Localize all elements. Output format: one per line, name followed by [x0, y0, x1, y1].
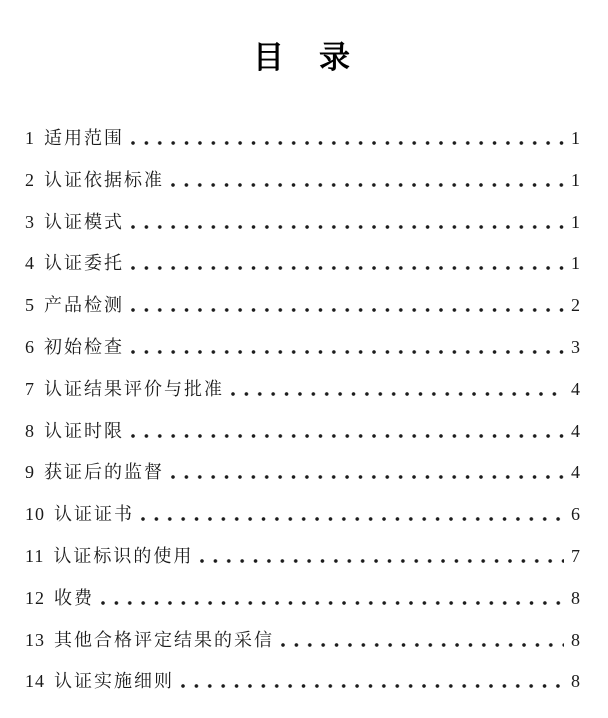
toc-entry[interactable] — [25, 116, 580, 158]
page-title: 目 录 — [253, 40, 352, 75]
dot-leader — [131, 141, 564, 145]
toc-entry-number: 14 — [25, 671, 45, 692]
dot-leader — [181, 684, 564, 688]
toc-entry-page: 1 — [571, 253, 580, 274]
toc-entry-text: 适用范围 — [44, 128, 124, 148]
toc-entry[interactable] — [25, 450, 580, 492]
dot-leader — [141, 517, 564, 521]
toc-entry-text: 认证模式 — [44, 211, 124, 232]
toc-entry[interactable] — [25, 241, 580, 283]
dot-leader — [281, 643, 564, 647]
toc-entry-text: 认证委托 — [44, 253, 124, 274]
toc-entry-page: 8 — [571, 629, 580, 650]
toc-entry[interactable] — [25, 409, 580, 451]
toc-entry-number: 13 — [25, 629, 45, 650]
toc-entry-number: 11 — [25, 545, 45, 566]
toc-entry-page: 2 — [571, 295, 580, 316]
toc-entry-page: 8 — [571, 671, 580, 692]
toc-entry[interactable] — [25, 576, 580, 618]
toc-entry-text: 其他合格评定结果的采信 — [54, 629, 274, 650]
toc-entry-text: 认证依据标准 — [44, 169, 164, 190]
toc-entry-page: 4 — [571, 420, 580, 441]
toc-entry-page: 1 — [571, 211, 580, 232]
toc-entry-text: 获证后的监督 — [44, 462, 164, 483]
toc-entry-page: 6 — [571, 504, 580, 525]
toc-entry[interactable] — [25, 367, 580, 409]
toc-entry-number: 4 — [25, 253, 35, 274]
dot-leader — [200, 559, 564, 563]
dot-leader — [131, 308, 564, 312]
dot-leader — [101, 601, 564, 605]
toc-entry[interactable] — [25, 158, 580, 200]
toc-entry[interactable] — [25, 492, 580, 534]
toc-entry-page: 1 — [571, 128, 580, 148]
toc-entry-page: 1 — [571, 169, 580, 190]
dot-leader — [231, 392, 564, 396]
toc-entry-text: 认证结果评价与批准 — [44, 378, 224, 399]
toc-entry-text: 产品检测 — [44, 295, 124, 316]
toc-entry[interactable] — [25, 659, 580, 701]
toc-entry-number: 6 — [25, 336, 35, 357]
toc-entry[interactable] — [25, 618, 580, 660]
toc-entry-number: 3 — [25, 211, 35, 232]
dot-leader — [171, 183, 564, 187]
toc-entry-number: 2 — [25, 169, 35, 190]
toc-entry-number: 1 — [25, 128, 35, 148]
toc-entry-number: 12 — [25, 587, 45, 608]
toc-entry-number: 5 — [25, 295, 35, 316]
dot-leader — [131, 225, 564, 229]
dot-leader — [131, 266, 564, 270]
dot-leader — [171, 475, 564, 479]
toc-entry-text: 认证实施细则 — [54, 671, 174, 692]
toc-entry-page: 4 — [571, 378, 580, 399]
toc-entry-page: 3 — [571, 336, 580, 357]
dot-leader — [131, 350, 564, 354]
dot-leader — [131, 434, 564, 438]
toc-entry[interactable] — [25, 325, 580, 367]
toc-entry-text: 收费 — [54, 587, 94, 608]
toc-entry-page: 7 — [571, 545, 580, 566]
toc-entry-text: 初始检查 — [44, 336, 124, 357]
toc-entry-text: 认证标识的使用 — [53, 545, 194, 566]
toc-entry[interactable] — [25, 200, 580, 242]
toc-entry-text: 认证证书 — [54, 504, 134, 525]
toc-entry-number: 8 — [25, 420, 35, 441]
toc-entry-text: 认证时限 — [44, 420, 124, 441]
toc-entry[interactable] — [25, 283, 580, 325]
toc-entry[interactable] — [25, 534, 580, 576]
toc-entry-page: 4 — [571, 462, 580, 483]
toc-entry-number: 9 — [25, 462, 35, 483]
toc-list — [25, 116, 580, 701]
toc-entry-page: 8 — [571, 587, 580, 608]
toc-entry-number: 7 — [25, 378, 35, 399]
toc-entry-number: 10 — [25, 504, 45, 525]
